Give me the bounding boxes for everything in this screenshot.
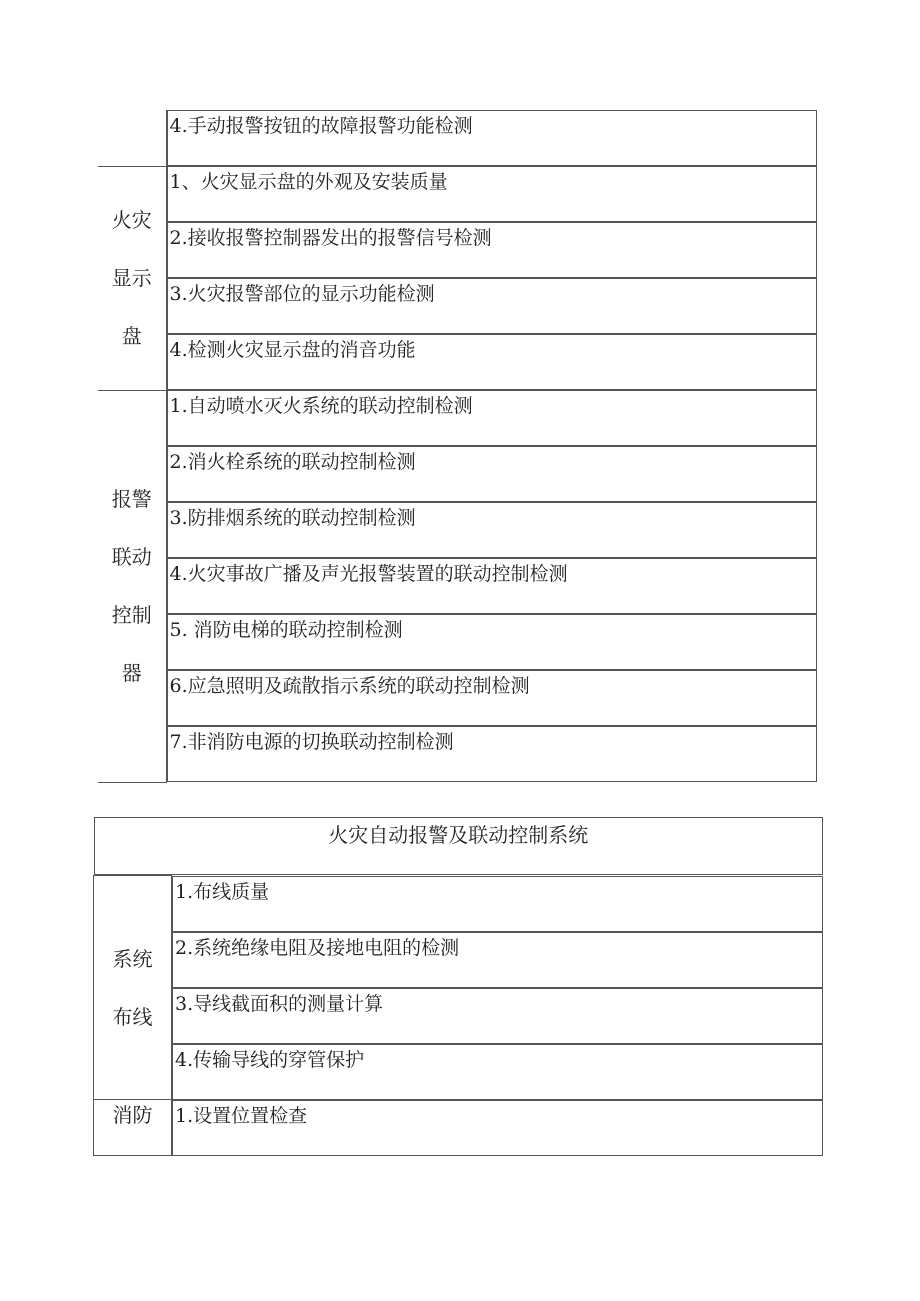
item-text: 4.传输导线的穿管保护 bbox=[172, 1044, 823, 1100]
category-line: 器 bbox=[121, 661, 142, 685]
item-text: 7.非消防电源的切换联动控制检测 bbox=[167, 726, 818, 782]
item-text: 5. 消防电梯的联动控制检测 bbox=[167, 614, 818, 670]
item-text: 4.检测火灾显示盘的消音功能 bbox=[167, 334, 818, 390]
inspection-table-2 bbox=[93, 817, 823, 1156]
inspection-table-1 bbox=[98, 110, 817, 783]
item-text: 2.接收报警控制器发出的报警信号检测 bbox=[167, 222, 818, 278]
category-line: 盘 bbox=[121, 324, 142, 348]
category-line: 显示 bbox=[111, 266, 152, 290]
category-system-wiring bbox=[94, 876, 172, 1100]
item-cell bbox=[166, 110, 817, 166]
item-text: 6.应急照明及疏散指示系统的联动控制检测 bbox=[167, 670, 818, 726]
category-line: 消防 bbox=[112, 1103, 153, 1127]
category-line: 系统 bbox=[112, 946, 153, 971]
table-title: 火灾自动报警及联动控制系统 bbox=[94, 817, 824, 875]
item-text: 2.系统绝缘电阻及接地电阻的检测 bbox=[172, 932, 823, 988]
category-fire bbox=[94, 1100, 172, 1156]
category-line: 火灾 bbox=[111, 208, 152, 232]
item-text: 1.自动喷水灭火系统的联动控制检测 bbox=[167, 390, 818, 446]
item-text: 4.手动报警按钮的故障报警功能检测 bbox=[167, 110, 818, 166]
category-line: 报警 bbox=[111, 487, 152, 511]
category-line: 联动 bbox=[111, 545, 152, 569]
item-text: 3.火灾报警部位的显示功能检测 bbox=[167, 278, 818, 334]
item-text: 4.火灾事故广播及声光报警装置的联动控制检测 bbox=[167, 558, 818, 614]
item-text: 1.布线质量 bbox=[172, 876, 823, 932]
empty-category-cell bbox=[98, 110, 166, 166]
item-text: 2.消火栓系统的联动控制检测 bbox=[167, 446, 818, 502]
item-text: 3.导线截面积的测量计算 bbox=[172, 988, 823, 1044]
category-linkage-controller bbox=[98, 390, 166, 782]
item-text: 1.设置位置检查 bbox=[172, 1100, 823, 1156]
item-text: 3.防排烟系统的联动控制检测 bbox=[167, 502, 818, 558]
category-display-panel bbox=[98, 166, 166, 390]
category-line: 控制 bbox=[111, 603, 152, 627]
category-line: 布线 bbox=[112, 1004, 153, 1029]
item-text: 1、火灾显示盘的外观及安装质量 bbox=[167, 166, 818, 222]
